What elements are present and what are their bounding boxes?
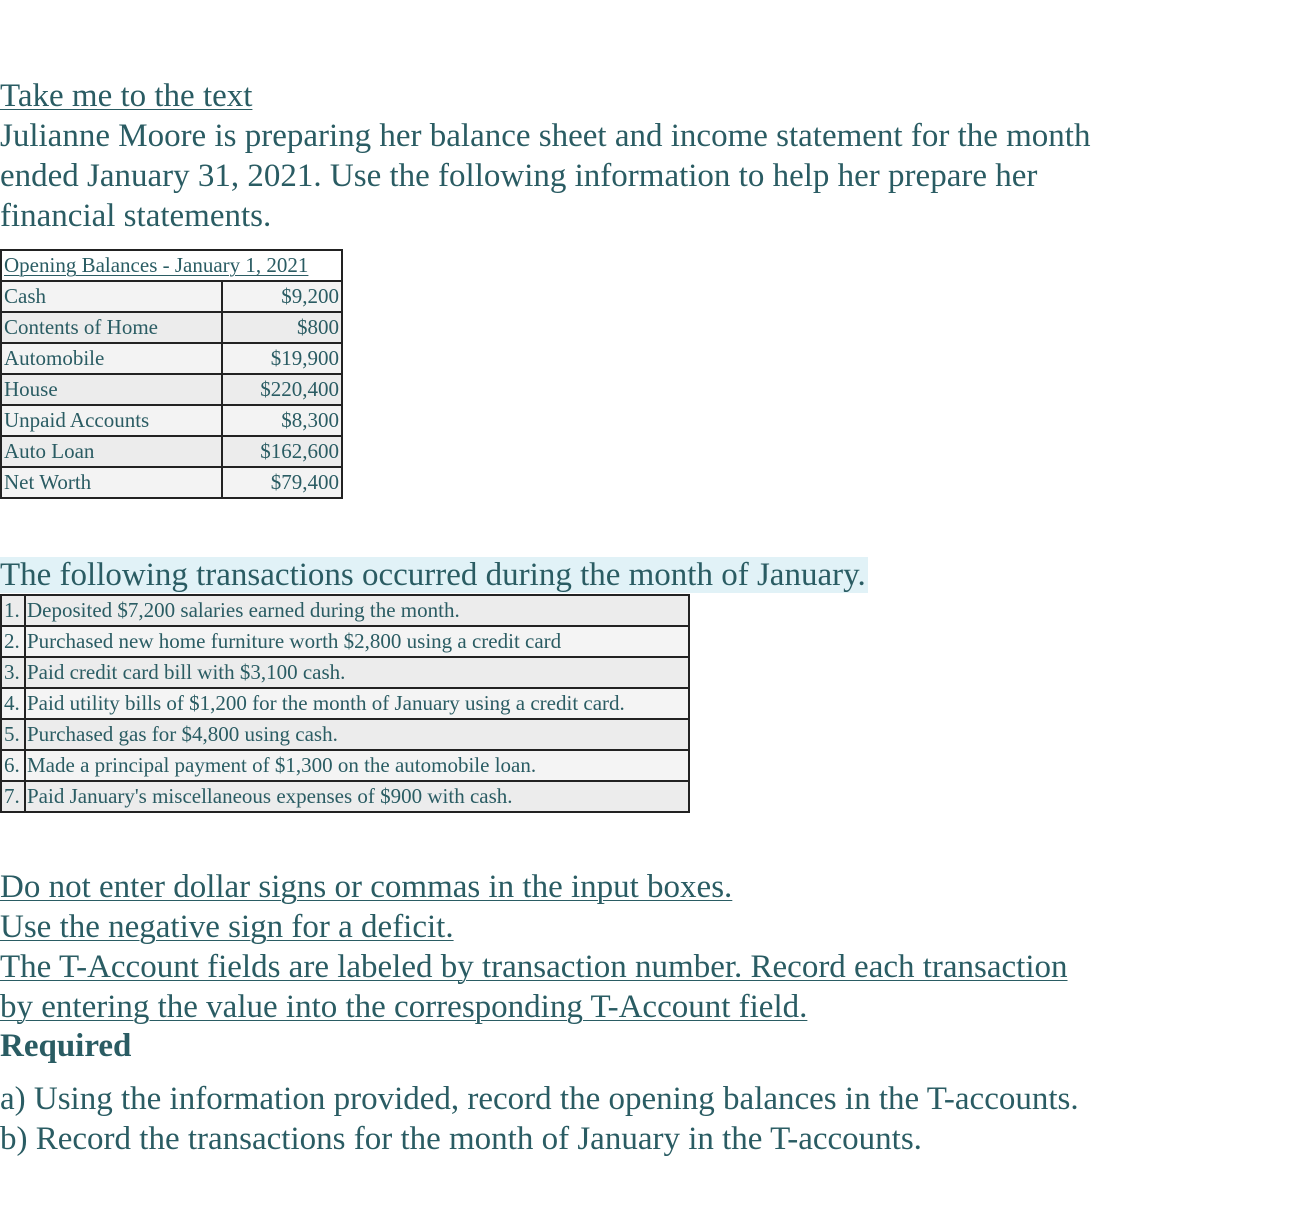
balance-label: Net Worth [1,467,222,498]
transaction-number: 1. [1,595,25,626]
transactions-heading: The following transactions occurred during the month of January. [0,557,866,593]
balance-label: Automobile [1,343,222,374]
transaction-number: 3. [1,657,25,688]
intro-paragraph: Julianne Moore is preparing her balance sheet and income statement for the month ended January 31, 2021. Use the following information to help her prepare her financial statements. [0,118,1091,234]
table-row [1,595,689,626]
table-row [1,374,342,405]
required-item-b: b) Record the transactions for the month of January in the T-accounts. [0,1121,922,1157]
balance-amount: $9,200 [222,281,342,312]
transaction-text: Deposited $7,200 salaries earned during the month. [25,595,689,626]
transaction-number: 4. [1,688,25,719]
transaction-text: Paid January's miscellaneous expenses of $900 with cash. [25,781,689,812]
opening-balances-table [0,249,343,499]
table-row [1,657,689,688]
balance-amount: $220,400 [222,374,342,405]
transaction-number: 2. [1,626,25,657]
note-taccount-line1: The T-Account fields are labeled by transaction number. Record each transaction [0,949,1068,985]
balance-amount: $8,300 [222,405,342,436]
balance-label: Cash [1,281,222,312]
transaction-text: Made a principal payment of $1,300 on the automobile loan. [25,750,689,781]
take-me-to-text-link[interactable]: Take me to the text [0,78,253,114]
table-row [1,343,342,374]
transaction-number: 5. [1,719,25,750]
note-negative-sign: Use the negative sign for a deficit. [0,909,454,945]
balance-label: House [1,374,222,405]
balance-label: Contents of Home [1,312,222,343]
transaction-number: 6. [1,750,25,781]
required-heading: Required [0,1028,132,1064]
transaction-number: 7. [1,781,25,812]
opening-balances-header: Opening Balances - January 1, 2021 [1,250,342,281]
balance-label: Auto Loan [1,436,222,467]
transaction-text: Purchased gas for $4,800 using cash. [25,719,689,750]
table-row [1,719,689,750]
transaction-text: Paid utility bills of $1,200 for the month of January using a credit card. [25,688,689,719]
balance-amount: $79,400 [222,467,342,498]
table-row [1,781,689,812]
table-row [1,750,689,781]
table-row [1,436,342,467]
transactions-table [0,594,690,813]
note-taccount-line2: by entering the value into the corresponding T-Account field. [0,989,808,1025]
table-row [1,312,342,343]
table-row [1,405,342,436]
note-no-dollar-signs: Do not enter dollar signs or commas in the input boxes. [0,869,733,905]
balance-amount: $19,900 [222,343,342,374]
balance-amount: $800 [222,312,342,343]
table-row [1,626,689,657]
table-row [1,467,342,498]
required-item-a: a) Using the information provided, record the opening balances in the T-accounts. [0,1081,1079,1117]
transaction-text: Purchased new home furniture worth $2,800 using a credit card [25,626,689,657]
balance-label: Unpaid Accounts [1,405,222,436]
table-row [1,281,342,312]
table-row [1,688,689,719]
balance-amount: $162,600 [222,436,342,467]
transaction-text: Paid credit card bill with $3,100 cash. [25,657,689,688]
